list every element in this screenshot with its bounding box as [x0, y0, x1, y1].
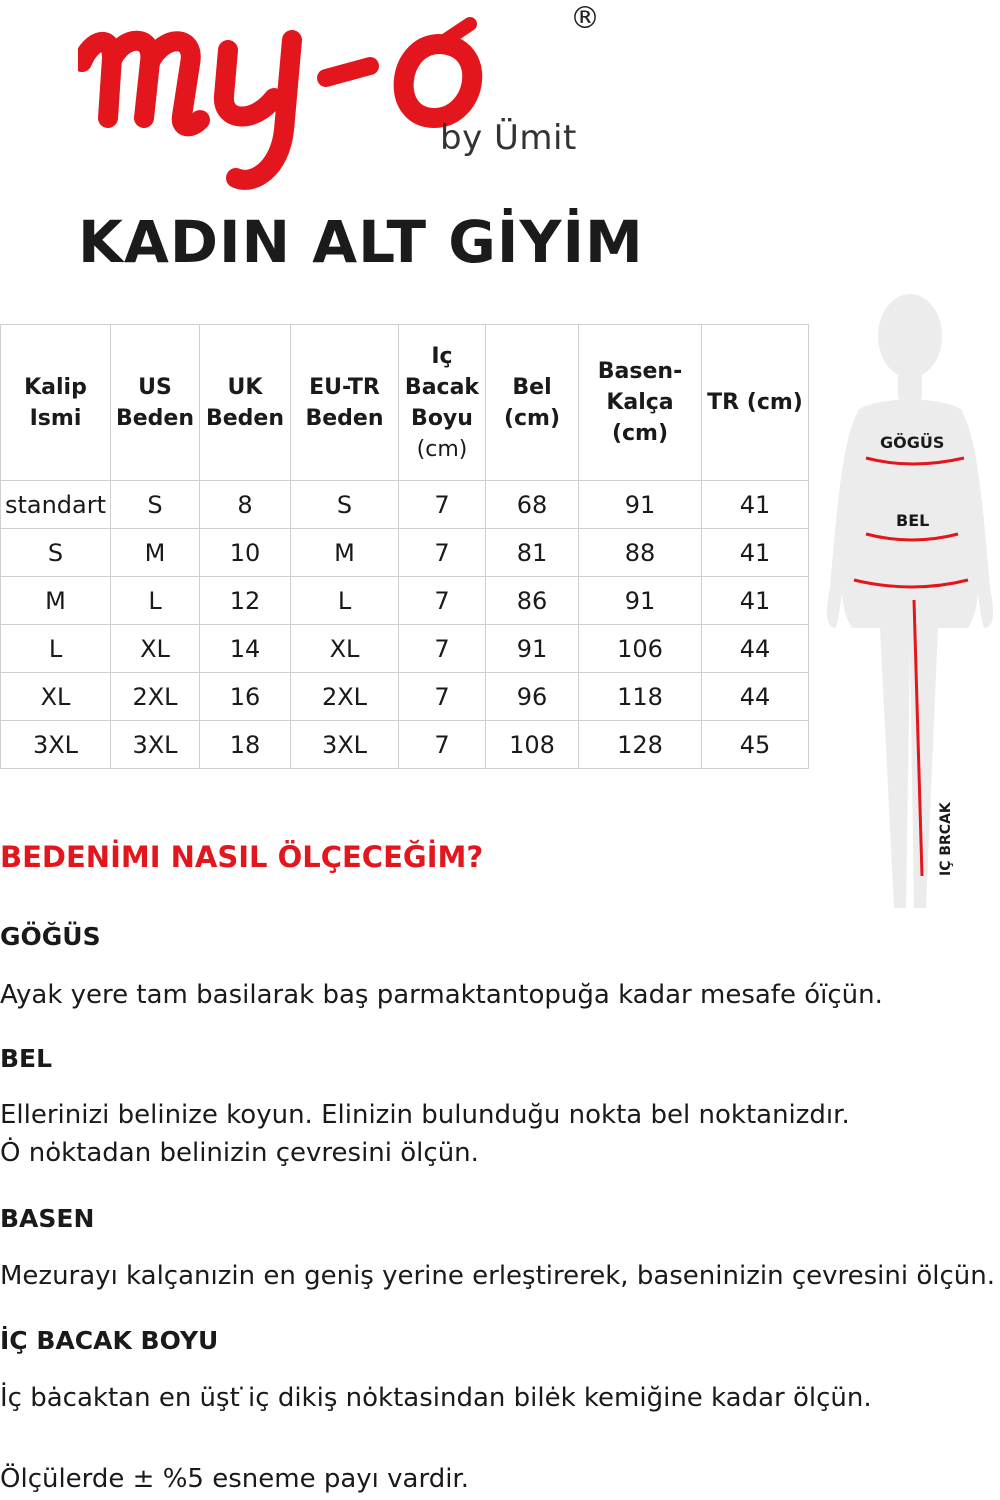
table-cell: XL [291, 625, 399, 673]
table-cell: 81 [486, 529, 579, 577]
size-chart-table [0, 324, 809, 769]
inseam-heading: İÇ BACAK BOYU [0, 1326, 219, 1355]
header-cell: Bel (cm) [486, 325, 579, 481]
hip-instruction: Mezurayı kalçanızin en geniş yerine erleştirerek, baseninizin çevresini ölçün. [0, 1261, 995, 1291]
table-cell: 41 [702, 577, 809, 625]
table-cell: 3XL [291, 721, 399, 769]
table-cell: 7 [399, 529, 486, 577]
table-cell: 10 [200, 529, 291, 577]
table-cell: 86 [486, 577, 579, 625]
page-title: KADIN ALT GİYİM [78, 208, 644, 276]
table-cell: 128 [579, 721, 702, 769]
measure-guide-title: BEDENİMI NASIL ÖLÇECEĞİM? [0, 840, 484, 874]
table-cell: 7 [399, 481, 486, 529]
table-cell: 41 [702, 529, 809, 577]
brand-logo [78, 0, 618, 190]
table-cell: M [291, 529, 399, 577]
inseam-label: IÇ BRCAK [938, 802, 954, 876]
table-cell: 68 [486, 481, 579, 529]
waist-heading: BEL [0, 1044, 53, 1073]
table-cell: M [1, 577, 111, 625]
body-measurement-figure [818, 288, 1000, 913]
brand-subtitle: by Ümit [440, 118, 577, 158]
table-cell: 18 [200, 721, 291, 769]
header-cell: EU-TR Beden [291, 325, 399, 481]
chest-instruction: Ayak yere tam basilarak baş parmaktantopuğa kadar mesafe óïçün. [0, 980, 883, 1010]
table-cell: 96 [486, 673, 579, 721]
table-cell: 44 [702, 625, 809, 673]
table-header-row [1, 325, 809, 481]
table-cell: 3XL [111, 721, 200, 769]
table-cell: 16 [200, 673, 291, 721]
table-cell: 88 [579, 529, 702, 577]
chest-heading: GÖĞÜS [0, 922, 101, 951]
inseam-instruction: İç bȧcaktan en üşt ̇iç dikiş nȯktasindan bilėk kemiğine kadar ölçün. [0, 1383, 872, 1413]
table-cell: L [1, 625, 111, 673]
header-cell: Iç Bacak Boyu (cm) [399, 325, 486, 481]
table-cell: 7 [399, 625, 486, 673]
table-cell: 91 [579, 577, 702, 625]
figure-torso [842, 400, 978, 909]
table-cell: S [111, 481, 200, 529]
table-cell: 44 [702, 673, 809, 721]
header-cell: US Beden [111, 325, 200, 481]
table-cell: M [111, 529, 200, 577]
table-cell: 7 [399, 577, 486, 625]
hip-heading: BASEN [0, 1204, 95, 1233]
table-row [1, 625, 809, 673]
table-cell: S [291, 481, 399, 529]
table-cell: 14 [200, 625, 291, 673]
table-cell: L [291, 577, 399, 625]
table-row [1, 481, 809, 529]
header-cell: UK Beden [200, 325, 291, 481]
table-cell: 7 [399, 721, 486, 769]
table-cell: 91 [486, 625, 579, 673]
figure-head [878, 294, 942, 378]
table-row [1, 673, 809, 721]
table-cell: 8 [200, 481, 291, 529]
table-cell: XL [111, 625, 200, 673]
table-cell: S [1, 529, 111, 577]
table-cell: L [111, 577, 200, 625]
table-cell: standart [1, 481, 111, 529]
table-row [1, 721, 809, 769]
table-row [1, 529, 809, 577]
table-cell: 7 [399, 673, 486, 721]
chest-label: GÖGÜS [880, 433, 945, 452]
table-cell: 45 [702, 721, 809, 769]
table-cell: 118 [579, 673, 702, 721]
header-cell: Kalip Ismi [1, 325, 111, 481]
table-cell: 3XL [1, 721, 111, 769]
header-cell: Basen-Kalça (cm) [579, 325, 702, 481]
tolerance-note: Ölçülerde ± %5 esneme payı vardir. [0, 1464, 470, 1494]
table-cell: 2XL [111, 673, 200, 721]
table-row [1, 577, 809, 625]
table-cell: 106 [579, 625, 702, 673]
waist-instruction-line-1: Ellerinizi belinize koyun. Elinizin bulunduğu nokta bel noktanizdır. [0, 1100, 850, 1130]
table-cell: 91 [579, 481, 702, 529]
table-cell: 41 [702, 481, 809, 529]
table-cell: 2XL [291, 673, 399, 721]
table-cell: 108 [486, 721, 579, 769]
waist-label: BEL [896, 511, 930, 530]
registered-mark: ® [570, 1, 600, 36]
waist-instruction-line-2: Ȯ nȯktadan belinizin çevresini ölçün. [0, 1138, 479, 1168]
table-cell: 12 [200, 577, 291, 625]
table-cell: XL [1, 673, 111, 721]
header-cell: TR (cm) [702, 325, 809, 481]
figure-neck [898, 372, 922, 402]
